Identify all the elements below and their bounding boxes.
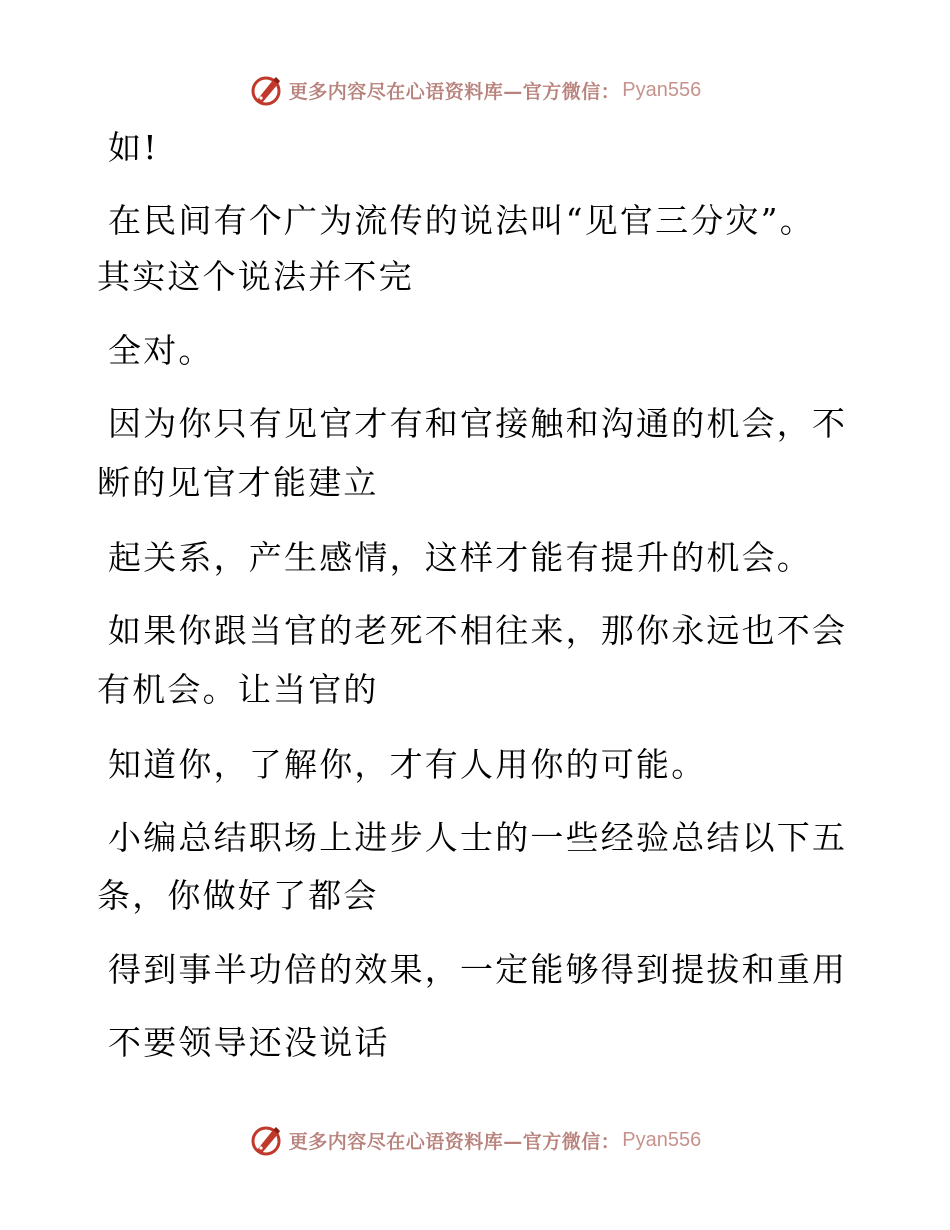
text-line: 在民间有个广为流传的说法叫“见官三分灾”。 <box>108 201 815 240</box>
text-line: 断的见官才能建立 <box>97 463 379 502</box>
footer-watermark-text: 更多内容尽在心语资料库—官方微信： <box>288 1130 621 1153</box>
footer-watermark-id: Pyan556 <box>622 1128 702 1151</box>
header-watermark <box>0 70 950 110</box>
text-line: 不要领导还没说话 <box>108 1023 390 1062</box>
text-line: 知道你，了解你，才有人用你的可能。 <box>108 745 707 784</box>
text-line: 条，你做好了都会 <box>97 876 379 915</box>
footer-watermark <box>0 1120 950 1160</box>
text-line: 有机会。让当官的 <box>97 670 379 709</box>
text-line: 因为你只有见官才有和官接触和沟通的机会，不 <box>108 404 848 443</box>
header-watermark-id: Pyan556 <box>622 78 702 101</box>
pen-logo-icon <box>249 1122 285 1158</box>
text-line: 如果你跟当官的老死不相往来，那你永远也不会 <box>108 611 848 650</box>
text-line: 如! <box>108 128 159 167</box>
text-line: 全对。 <box>108 331 214 370</box>
pen-logo-icon <box>249 72 285 108</box>
text-line: 得到事半功倍的效果，一定能够得到提拔和重用 <box>108 950 848 989</box>
text-line: 其实这个说法并不完 <box>97 257 414 296</box>
text-line: 小编总结职场上进步人士的一些经验总结以下五 <box>108 818 848 857</box>
header-watermark-text: 更多内容尽在心语资料库—官方微信： <box>288 80 621 103</box>
text-line: 起关系，产生感情，这样才能有提升的机会。 <box>108 538 812 577</box>
